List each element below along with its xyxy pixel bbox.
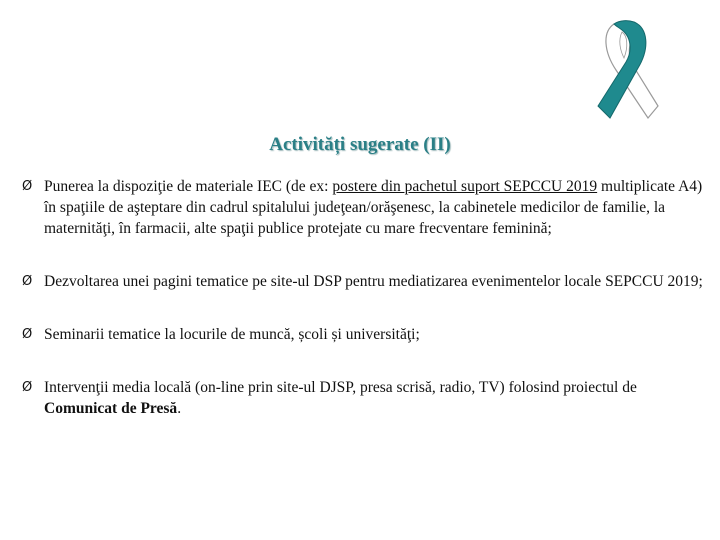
bullet-item-seminars <box>22 324 712 345</box>
bullet-text: Dezvoltarea unei pagini tematice pe site-ul DSP pentru mediatizarea evenimentelor locale SEPCCU 2019; <box>44 273 703 290</box>
bullet-text-emphasis: postere din pachetul suport SEPCCU 2019 <box>332 178 598 195</box>
bullet-text-post: multiplicate A4) în spaţiile de aşteptare din cadrul spitalului judeţean/orăşenesc, la cabinetele medicilor de familie, la maternităţi, în farmacii, alte spaţii publice protejate cu mare frecventare feminină; <box>44 178 703 237</box>
bullet-item-materials <box>22 176 712 239</box>
bullet-text-pre: Punerea la dispoziţie de materiale IEC (de ex: <box>44 178 333 195</box>
awareness-ribbon-icon <box>588 18 668 126</box>
arrow-bullet-icon: Ø <box>22 380 33 395</box>
bullet-list <box>22 176 712 419</box>
arrow-bullet-icon: Ø <box>22 274 33 289</box>
arrow-bullet-icon: Ø <box>22 327 33 342</box>
arrow-bullet-icon: Ø <box>22 179 33 194</box>
bullet-text: Seminarii tematice la locurile de muncă, școli și universităţi; <box>44 326 420 343</box>
slide-title: Activități sugerate (II) <box>269 134 451 155</box>
bullet-item-webpage <box>22 271 712 292</box>
bullet-text-emphasis: Comunicat de Presă <box>44 400 178 417</box>
bullet-text-post: . <box>177 400 182 417</box>
bullet-text-pre: Intervenţii media locală (on-line prin site-ul DJSP, presa scrisă, radio, TV) folosind proiectul de <box>44 379 637 396</box>
bullet-item-media <box>22 377 712 419</box>
